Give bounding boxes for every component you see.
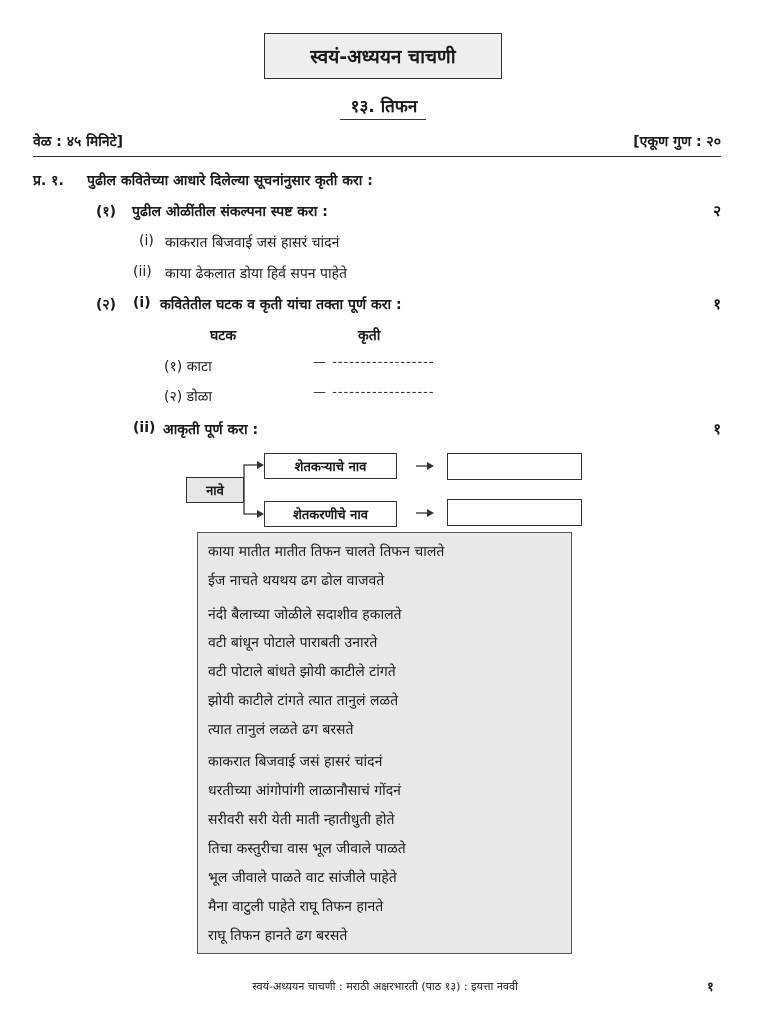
diagram-branch-2-node bbox=[264, 501, 397, 527]
poem-line-4: वटी बांधून पोटाले पाराबती उनारते bbox=[208, 635, 378, 651]
test-title: स्वयं-अध्ययन चाचणी bbox=[310, 46, 456, 68]
answer-box-2[interactable] bbox=[447, 499, 582, 526]
test-title-box bbox=[264, 33, 502, 79]
question-1-label: प्र. १. bbox=[33, 173, 64, 189]
sub2-part-i-marks: १ bbox=[713, 295, 721, 313]
diagram-root-label: नावे bbox=[206, 484, 224, 499]
total-marks: [एकूण गुण : २० bbox=[633, 134, 721, 150]
table-header-ghatak: घटक bbox=[210, 328, 237, 344]
poem-line-10: सरीवरी सरी येती माती न्हातीधुती होते bbox=[208, 812, 395, 828]
footer-text: स्वयं-अध्ययन चाचणी : मराठी अक्षरभारती (पाठ १३) : इयत्ता नववी bbox=[252, 980, 518, 993]
poem-line-6: झोयी काटीले टांगते त्यात तानुलं लळते bbox=[208, 693, 399, 709]
poem-line-12: भूल जीवाले पाळते वाट सांजीले पाहेते bbox=[208, 870, 397, 886]
question-1-text: पुढील कवितेच्या आधारे दिलेल्या सूचनांनुसार कृती करा : bbox=[87, 173, 373, 189]
poem-line-13: मैना वाटुली पाहेते राघू तिफन हानते bbox=[208, 899, 384, 915]
poem-line-5: वटी पोटाले बांधते झोयी काटीले टांगते bbox=[208, 664, 396, 680]
sub1-text: पुढील ओळींतील संकल्पना स्पष्ट करा : bbox=[132, 204, 328, 220]
diagram-branch-1-node bbox=[264, 453, 397, 479]
poem-line-14: राघू तिफन हानते ढग बरसते bbox=[208, 928, 348, 944]
answer-box-1[interactable] bbox=[447, 453, 582, 480]
sub2-part-i-text: कवितेतील घटक व कृती यांचा तक्ता पूर्ण करा : bbox=[160, 297, 402, 313]
diagram-branch-1-label: शेतकऱ्याचे नाव bbox=[294, 460, 367, 475]
sub1-marks: २ bbox=[713, 202, 721, 220]
time-limit: वेळ : ४५ मिनिटे] bbox=[33, 134, 124, 150]
poem-line-2: ईज नाचते थयथय ढग ढोल वाजवते bbox=[208, 573, 385, 589]
diagram-root-node bbox=[186, 477, 244, 503]
sub1-item-1-text: काकरात बिजवाई जसं हासरं चांदनं bbox=[165, 235, 340, 251]
poem-box bbox=[197, 532, 572, 954]
sub2-part-ii-marks: १ bbox=[713, 420, 721, 438]
sub1-label: (१) bbox=[96, 204, 117, 220]
sub2-part-ii-text: आकृती पूर्ण करा : bbox=[163, 422, 259, 438]
sub2-part-i-num: (i) bbox=[133, 295, 151, 311]
diagram-branch-2-label: शेतकरणीचे नाव bbox=[293, 508, 368, 523]
lesson-title: १३. तिफन bbox=[350, 97, 418, 117]
poem-line-9: धरतीच्या आंगोपांगी लाळानौसाचं गोंदनं bbox=[208, 783, 401, 799]
header-divider bbox=[33, 156, 721, 157]
sub2-label: (२) bbox=[96, 297, 117, 313]
poem-line-3: नंदी बैलाच्या जोळीले सदाशीव हकालते bbox=[208, 607, 402, 623]
sub1-item-2-num: (ii) bbox=[133, 264, 152, 280]
poem-line-7: त्यात तानुलं लळते ढग बरसते bbox=[208, 722, 354, 738]
table-row-2-blank: — ------------------ bbox=[313, 385, 435, 400]
table-row-1-ghatak: (१) काटा bbox=[164, 359, 212, 375]
poem-line-1: काया मातीत मातीत तिफन चालते तिफन चालते bbox=[208, 544, 445, 560]
sub1-item-1-num: (i) bbox=[139, 233, 154, 249]
table-row-1-blank: — ------------------ bbox=[313, 355, 435, 370]
poem-line-11: तिचा कस्तुरीचा वास भूल जीवाले पाळते bbox=[208, 841, 406, 857]
table-header-kruti: कृती bbox=[358, 328, 381, 344]
sub1-item-2-text: काया ढेकलात डोया हिर्व सपन पाहेते bbox=[165, 266, 347, 282]
table-row-2-ghatak: (२) डोळा bbox=[164, 389, 213, 405]
poem-line-8: काकरात बिजवाई जसं हासरं चांदनं bbox=[208, 754, 383, 770]
sub2-part-ii-num: (ii) bbox=[133, 420, 156, 436]
page-number: १ bbox=[707, 980, 714, 995]
lesson-underline bbox=[340, 119, 426, 120]
